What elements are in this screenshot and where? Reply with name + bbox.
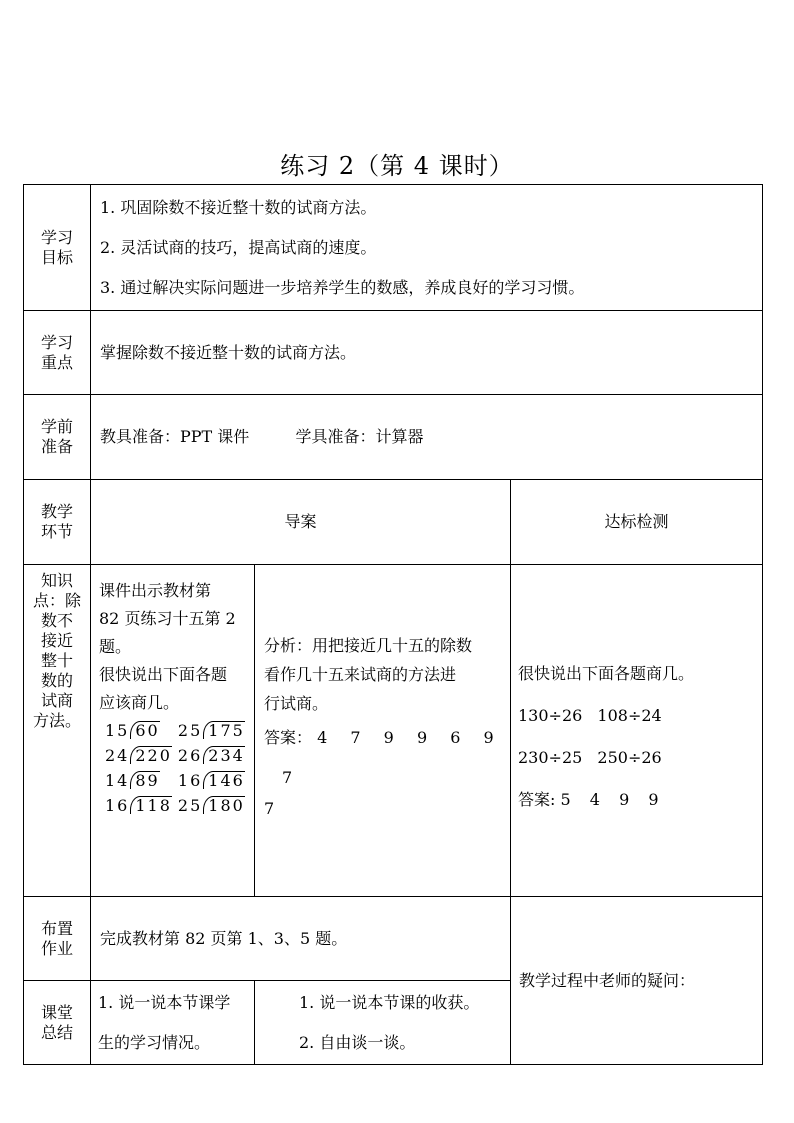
- answer-value: 6: [450, 728, 461, 747]
- division-problem: [105, 721, 178, 746]
- divisor: 14: [105, 771, 130, 790]
- student-preparation: 学具准备：计算器: [295, 427, 424, 446]
- page-title: 练习 2（第 4 课时）: [280, 152, 514, 180]
- check-header: 达标检测: [511, 480, 763, 565]
- label-line: 接近: [40, 631, 73, 650]
- analysis-line: 看作几十五来试商的方法进: [264, 665, 457, 684]
- summary-line: 1. 说一说本节课的收获。: [299, 992, 480, 1012]
- division-row: [105, 796, 251, 821]
- check-answer-row: [518, 779, 756, 821]
- objectives-content: [91, 185, 763, 311]
- answer-value: 4: [317, 728, 328, 747]
- guide-header: 导案: [91, 480, 511, 565]
- key-points-row: [24, 311, 763, 395]
- answer-value: 9: [619, 790, 630, 809]
- homework-label: [24, 897, 91, 981]
- summary-line: 1. 说一说本节课学: [98, 992, 231, 1012]
- answer-value: 7: [264, 799, 275, 818]
- label-line: 准备: [40, 437, 73, 456]
- check-cell: [511, 565, 763, 897]
- summary-line: 生的学习情况。: [98, 1032, 211, 1052]
- check-problem: 250÷26: [597, 748, 662, 767]
- label-line: 点：除: [32, 591, 81, 610]
- divisor: 16: [177, 771, 203, 790]
- label-line: 试商: [40, 691, 73, 710]
- label-line: 数不: [40, 611, 73, 630]
- division-row: [105, 746, 251, 771]
- teacher-preparation: 教具准备：PPT 课件: [100, 427, 250, 446]
- division-row: [105, 771, 251, 796]
- divisor: 26: [177, 746, 203, 765]
- label-line: 重点: [40, 352, 73, 372]
- guide-left-cell: [91, 565, 255, 897]
- check-problem: 230÷25: [518, 748, 583, 767]
- analysis-cell: [255, 565, 511, 897]
- label-line: 知识: [40, 571, 73, 590]
- label-line: 环节: [40, 522, 73, 541]
- division-row: [105, 721, 251, 746]
- label-line: 整十: [40, 651, 73, 670]
- label-line: 布置: [40, 918, 73, 938]
- analysis-line: 分析：用把接近几十五的除数: [264, 636, 473, 655]
- preparation-label: [24, 395, 91, 480]
- answer-label: 答案：: [264, 728, 313, 747]
- divisor: 16: [105, 796, 130, 815]
- check-problem-row: [518, 695, 756, 737]
- analysis-answers: [264, 718, 502, 798]
- preparation-content: [91, 395, 763, 480]
- knowledge-label: [24, 565, 91, 897]
- answer-value: 7: [282, 768, 293, 787]
- homework-row: [24, 897, 763, 981]
- label-line: 方法。: [32, 711, 81, 730]
- key-points-label: [24, 311, 91, 395]
- guide-line: 很快说出下面各题: [99, 665, 228, 684]
- answer-value: 9: [416, 728, 428, 747]
- dividend: 60: [130, 721, 159, 739]
- label-line: 课堂: [40, 1002, 73, 1022]
- preparation-row: [24, 395, 763, 480]
- answer-value: 5: [560, 790, 571, 809]
- lesson-plan-table: [23, 184, 763, 1065]
- guide-line: 题。: [99, 637, 132, 656]
- key-points-content: 掌握除数不接近整十数的试商方法。: [91, 311, 763, 395]
- label-line: 学前: [40, 417, 73, 436]
- check-problem: 130÷26: [518, 706, 583, 725]
- homework-content: 完成教材第 82 页第 1、3、5 题。: [91, 897, 511, 981]
- answer-value: 4: [589, 790, 600, 809]
- label-line: 学习: [40, 227, 73, 247]
- divisor: 15: [105, 721, 130, 740]
- dividend: 146: [203, 771, 245, 789]
- knowledge-row: [24, 565, 763, 897]
- division-problem: [105, 746, 178, 771]
- guide-left-text: [99, 577, 254, 717]
- division-problem: [105, 796, 178, 821]
- stage-header-row: [24, 480, 763, 565]
- long-division-problems: [105, 721, 251, 821]
- division-problem: [178, 746, 251, 771]
- division-problem: [178, 721, 251, 746]
- label-line: 总结: [40, 1022, 73, 1042]
- check-problem-row: [518, 737, 756, 779]
- dividend: 89: [130, 771, 159, 789]
- teacher-question-cell: 教学过程中老师的疑问：: [511, 897, 763, 1065]
- division-problem: [178, 796, 251, 821]
- answer-value: 9: [648, 790, 659, 809]
- dividend: 234: [203, 746, 245, 764]
- objectives-label: [24, 185, 91, 311]
- summary-line: 2. 自由谈一谈。: [299, 1032, 416, 1052]
- objective-item: 2. 灵活试商的技巧，提高试商的速度。: [100, 237, 377, 257]
- answer-value: 7: [350, 728, 361, 747]
- analysis-answers-wrap: [264, 798, 502, 820]
- guide-line: 应该商几。: [99, 693, 180, 712]
- divisor: 25: [177, 721, 203, 740]
- summary-label: [24, 981, 91, 1065]
- dividend: 180: [203, 796, 245, 814]
- check-prompt: 很快说出下面各题商几。: [518, 664, 695, 683]
- label-line: 目标: [40, 247, 73, 267]
- guide-line: 课件出示教材第: [99, 581, 212, 600]
- check-problem: 108÷24: [597, 706, 662, 725]
- label-line: 学习: [40, 332, 73, 352]
- division-problem: [105, 771, 178, 796]
- objective-item: 1. 巩固除数不接近整十数的试商方法。: [100, 197, 377, 217]
- summary-left: [91, 981, 255, 1065]
- summary-right: [255, 981, 511, 1065]
- label-line: 作业: [40, 938, 73, 958]
- objective-item: 3. 通过解决实际问题进一步培养学生的数感，养成良好的学习习惯。: [100, 277, 585, 297]
- divisor: 25: [177, 796, 203, 815]
- objectives-row: [24, 185, 763, 311]
- answer-value: 9: [383, 728, 394, 747]
- analysis-text: [264, 631, 502, 718]
- label-line: 数的: [40, 671, 73, 690]
- stage-label: [24, 480, 91, 565]
- division-problem: [178, 771, 251, 796]
- answer-label: 答案:: [518, 790, 556, 809]
- guide-line: 82 页练习十五第 2: [99, 609, 236, 628]
- check-content: [518, 653, 756, 821]
- divisor: 24: [105, 746, 130, 765]
- dividend: 175: [203, 721, 245, 739]
- analysis-line: 行试商。: [264, 694, 329, 713]
- answer-value: 9: [483, 728, 494, 747]
- label-line: 教学: [40, 502, 73, 521]
- dividend: 220: [130, 746, 172, 764]
- dividend: 118: [130, 796, 172, 814]
